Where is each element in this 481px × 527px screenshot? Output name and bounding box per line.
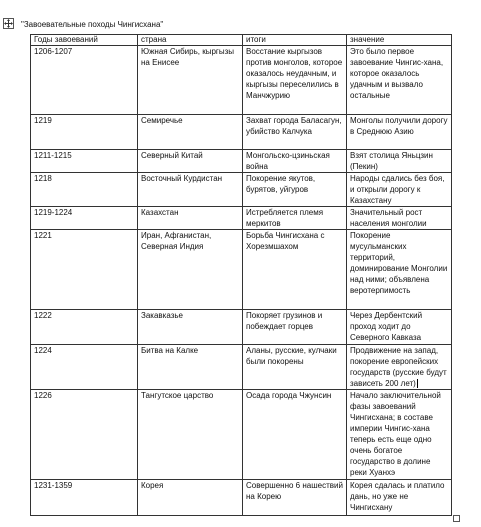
- table-cell[interactable]: Начало заключительной фазы завоеваний Чингисхана; в составе империи Чингис-хана теперь есть еще одно очень богатое государство в долине реки Хуанхэ: [347, 390, 452, 480]
- header-cell-years[interactable]: Годы завоеваний: [31, 35, 138, 46]
- table-row: [31, 390, 452, 480]
- header-cell-results[interactable]: итоги: [243, 35, 347, 46]
- table-cell[interactable]: Иран, Афганистан, Северная Индия: [138, 230, 243, 310]
- table-cell[interactable]: Корея: [138, 480, 243, 516]
- table-cell[interactable]: Восстание кыргызов против монголов, которое оказалось неудачным, и кыргызы переселились в Манчжурию: [243, 46, 347, 115]
- table-cell[interactable]: Восточный Курдистан: [138, 173, 243, 207]
- text-cursor: Продвижение на запад, покорение европейских государств (русские будут зависеть 200 лет): [350, 346, 447, 388]
- table-cell[interactable]: 1206-1207: [31, 46, 138, 115]
- table-row: [31, 207, 452, 230]
- header-cell-country[interactable]: страна: [138, 35, 243, 46]
- table-cell[interactable]: 1211-1215: [31, 150, 138, 173]
- table-cell[interactable]: 1224: [31, 345, 138, 390]
- table-cell[interactable]: Аланы, русские, кулчаки были покорены: [243, 345, 347, 390]
- table-cell[interactable]: Через Дербентский проход ходит до Северного Кавказа: [347, 310, 452, 345]
- table-cell[interactable]: 1219-1224: [31, 207, 138, 230]
- table-row: [31, 345, 452, 390]
- table-cell[interactable]: Борьба Чингисхана с Хорезмшахом: [243, 230, 347, 310]
- header-cell-significance[interactable]: значение: [347, 35, 452, 46]
- table-cell[interactable]: [347, 345, 452, 390]
- table-cell[interactable]: Захват города Баласагун, убийство Калчука: [243, 115, 347, 150]
- table-cell[interactable]: Корея сдалась и платило дань, но уже не Чингисхану: [347, 480, 452, 516]
- table-cell[interactable]: Осада города Чжунсин: [243, 390, 347, 480]
- table-cell[interactable]: Взят столица Яньцзин (Пекин): [347, 150, 452, 173]
- table-row: [31, 46, 452, 115]
- table-cell[interactable]: 1219: [31, 115, 138, 150]
- table-cell[interactable]: Битва на Калке: [138, 345, 243, 390]
- table-cell[interactable]: 1226: [31, 390, 138, 480]
- table-row: [31, 150, 452, 173]
- table-cell[interactable]: 1221: [31, 230, 138, 310]
- conquests-table[interactable]: [30, 34, 452, 516]
- table-resize-handle-icon[interactable]: [453, 515, 460, 522]
- table-row: [31, 230, 452, 310]
- table-cell[interactable]: Монгольско-цзиньская война: [243, 150, 347, 173]
- table-move-handle-icon[interactable]: [3, 18, 14, 29]
- table-cell[interactable]: Значительный рост населения монголии: [347, 207, 452, 230]
- table-cell[interactable]: Северный Китай: [138, 150, 243, 173]
- table-cell[interactable]: Монголы получили дорогу в Среднюю Азию: [347, 115, 452, 150]
- table-row: [31, 310, 452, 345]
- table-cell[interactable]: Закавказье: [138, 310, 243, 345]
- table-row: [31, 115, 452, 150]
- table-cell[interactable]: Покорение мусульманских территорий, доминирование Монголии над ними; объявлена веротерпимость: [347, 230, 452, 310]
- table-cell[interactable]: Народы сдались без боя, и открыли дорогу к Казахстану: [347, 173, 452, 207]
- table-cell[interactable]: Казахстан: [138, 207, 243, 230]
- table-cell[interactable]: 1231-1359: [31, 480, 138, 516]
- table-row: [31, 480, 452, 516]
- table-cell[interactable]: Совершенно 6 нашествий на Корею: [243, 480, 347, 516]
- table-cell[interactable]: Истребляется племя меркитов: [243, 207, 347, 230]
- table-header-row: [31, 35, 452, 46]
- table-cell[interactable]: Тангутское царство: [138, 390, 243, 480]
- table-cell[interactable]: Покоряет грузинов и побеждает горцев: [243, 310, 347, 345]
- table-cell[interactable]: Покорение якутов, бурятов, уйгуров: [243, 173, 347, 207]
- table-cell[interactable]: Это было первое завоевание Чингис-хана, которое оказалось удачным и вызвало остальные: [347, 46, 452, 115]
- table-caption[interactable]: "Завоевательные походы Чингисхана": [21, 20, 164, 29]
- table-cell[interactable]: Семиречье: [138, 115, 243, 150]
- table-cell[interactable]: Южная Сибирь, кыргызы на Енисее: [138, 46, 243, 115]
- table-cell[interactable]: 1218: [31, 173, 138, 207]
- table-cell[interactable]: 1222: [31, 310, 138, 345]
- table-row: [31, 173, 452, 207]
